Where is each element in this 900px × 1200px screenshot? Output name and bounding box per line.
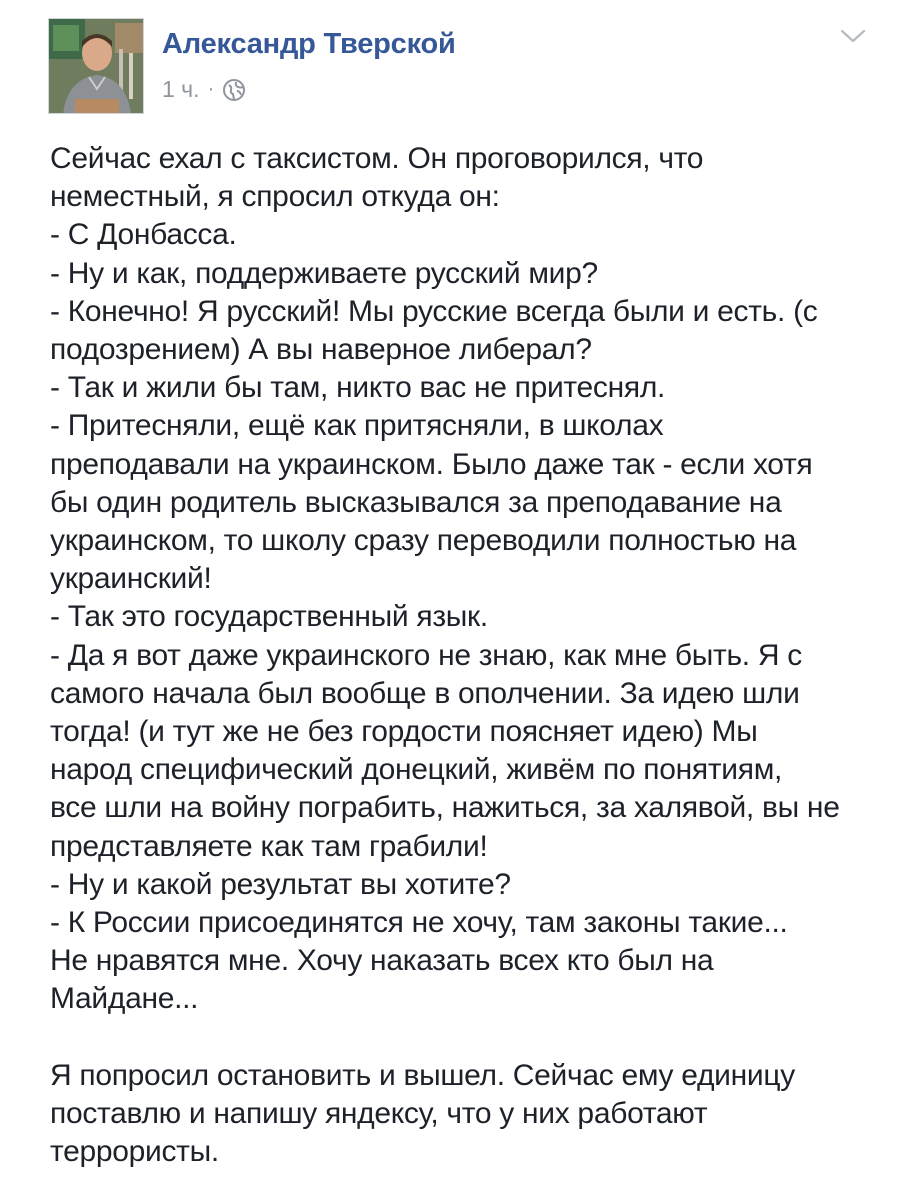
post-text-line: самого начала был вообще в ополчении. За идею шли [50, 676, 800, 710]
post-text-line: неместный, я спросил откуда он: [50, 180, 500, 214]
post-text-line: - Так и жили бы там, никто вас не притеснял. [50, 371, 666, 405]
post-text-line: народ специфический донецкий, живём по понятиям, [50, 753, 783, 787]
post-text-line: - Конечно! Я русский! Мы русские всегда были и есть. (с [50, 294, 818, 328]
avatar-photo [49, 19, 144, 114]
post-text-line: тогда! (и тут же не без гордости поясняет идею) Мы [50, 715, 758, 749]
post-meta [162, 76, 246, 103]
post-text-line: террористы. [50, 1135, 219, 1169]
post-header [48, 18, 868, 118]
post-text-line: - Притесняли, ещё как притясняли, в школах [50, 409, 664, 443]
post-text-line: - С Донбасса. [50, 218, 237, 252]
post-text-line: Сейчас ехал с таксистом. Он проговорился, что [50, 142, 704, 175]
post-text-line: поставлю и напишу яндексу, что у них работают [50, 1097, 708, 1131]
post-text-line: - Так это государственный язык. [50, 600, 488, 634]
post-text-line: - Да я вот даже украинского не знаю, как мне быть. Я с [50, 638, 802, 672]
post-text-line [50, 1019, 860, 1057]
author-name[interactable]: Александр Тверской [162, 28, 456, 60]
globe-icon[interactable] [222, 78, 246, 102]
post-text-line: Майдане... [50, 982, 199, 1016]
post-text-line: подозрением) А вы наверное либерал? [50, 333, 592, 367]
post-timestamp[interactable]: 1 ч. [162, 76, 200, 102]
chevron-down-icon[interactable] [838, 26, 868, 46]
meta-separator: · [207, 78, 215, 100]
post-text-line: преподавали на украинском. Было даже так - если хотя [50, 447, 813, 481]
post-text-line: украинском, то школу сразу переводили полностью на [50, 524, 797, 558]
post-text-line: - Ну и какой результат вы хотите? [50, 867, 511, 901]
post-text-line: представляете как там грабили! [50, 829, 488, 863]
post-text-line: - Ну и как, поддерживаете русский мир? [50, 256, 598, 290]
post-text-line: украинский! [50, 562, 212, 596]
post-text-line: бы один родитель высказывался за преподавание на [50, 485, 782, 519]
post-text-line: Я попросил остановить и вышел. Сейчас ему единицу [50, 1058, 795, 1092]
post-text-line: все шли на войну пограбить, нажиться, за халявой, вы не [50, 791, 840, 825]
post-text-line: Не нравятся мне. Хочу наказать всех кто был на [50, 944, 714, 978]
post-text [50, 140, 860, 1171]
avatar[interactable] [48, 18, 144, 114]
post-text-line: - К России присоединятся не хочу, там законы такие... [50, 906, 788, 940]
